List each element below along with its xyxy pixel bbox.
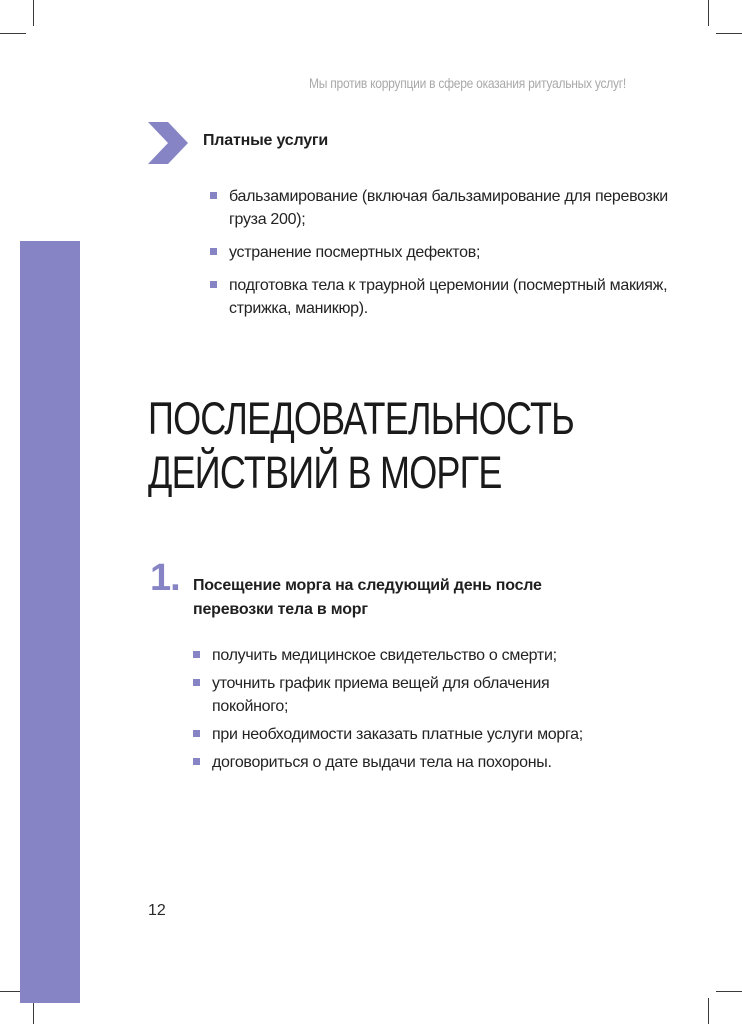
page-number: 12 bbox=[148, 902, 166, 919]
list-item-text: получить медицинское свидетельство о смерти; bbox=[212, 647, 557, 664]
list-item-text: уточнить график приема вещей для облачения покойного; bbox=[212, 675, 550, 715]
square-bullet-icon bbox=[193, 730, 200, 737]
side-accent-bar bbox=[20, 241, 80, 1003]
list-item bbox=[193, 723, 613, 746]
square-bullet-icon bbox=[210, 248, 217, 255]
crop-mark-bottom-right-v bbox=[708, 998, 709, 1024]
crop-mark-top-right-v bbox=[708, 0, 709, 26]
square-bullet-icon bbox=[193, 758, 200, 765]
step-number: 1. bbox=[150, 557, 180, 599]
square-bullet-icon bbox=[193, 679, 200, 686]
list-item bbox=[210, 241, 680, 264]
main-heading bbox=[148, 392, 574, 500]
list-item bbox=[193, 644, 613, 667]
list-item bbox=[210, 274, 680, 320]
step-actions-list bbox=[193, 644, 613, 779]
list-item bbox=[210, 185, 680, 231]
list-item-text: бальзамирование (включая бальзамирование для перевозки груза 200); bbox=[229, 188, 668, 228]
crop-mark-bottom-right-h bbox=[716, 991, 742, 992]
list-item-text: устранение посмертных дефектов; bbox=[229, 244, 481, 261]
list-item-text: при необходимости заказать платные услуги морга; bbox=[212, 726, 583, 743]
list-item-text: договориться о дате выдачи тела на похороны. bbox=[212, 754, 552, 771]
main-heading-line1: ПОСЛЕДОВАТЕЛЬНОСТЬ bbox=[148, 393, 574, 444]
crop-mark-top-right-h bbox=[716, 33, 742, 34]
list-item-text: подготовка тела к траурной церемонии (посмертный макияж, стрижка, маникюр). bbox=[229, 277, 668, 317]
crop-mark-top-left-h bbox=[0, 33, 26, 34]
square-bullet-icon bbox=[193, 651, 200, 658]
paid-services-title: Платные услуги bbox=[203, 132, 329, 149]
list-item bbox=[193, 751, 613, 774]
paid-services-list bbox=[210, 185, 680, 330]
square-bullet-icon bbox=[210, 192, 217, 199]
crop-mark-top-left-v bbox=[33, 0, 34, 26]
list-item bbox=[193, 672, 613, 718]
running-header: Мы против коррупции в сфере оказания ритуальных услуг! bbox=[309, 75, 626, 91]
step-title: Посещение морга на следующий день после перевозки тела в морг bbox=[193, 577, 542, 618]
main-heading-line2: ДЕЙСТВИЙ В МОРГЕ bbox=[148, 447, 502, 498]
square-bullet-icon bbox=[210, 281, 217, 288]
chevron-arrow-icon bbox=[148, 122, 188, 164]
